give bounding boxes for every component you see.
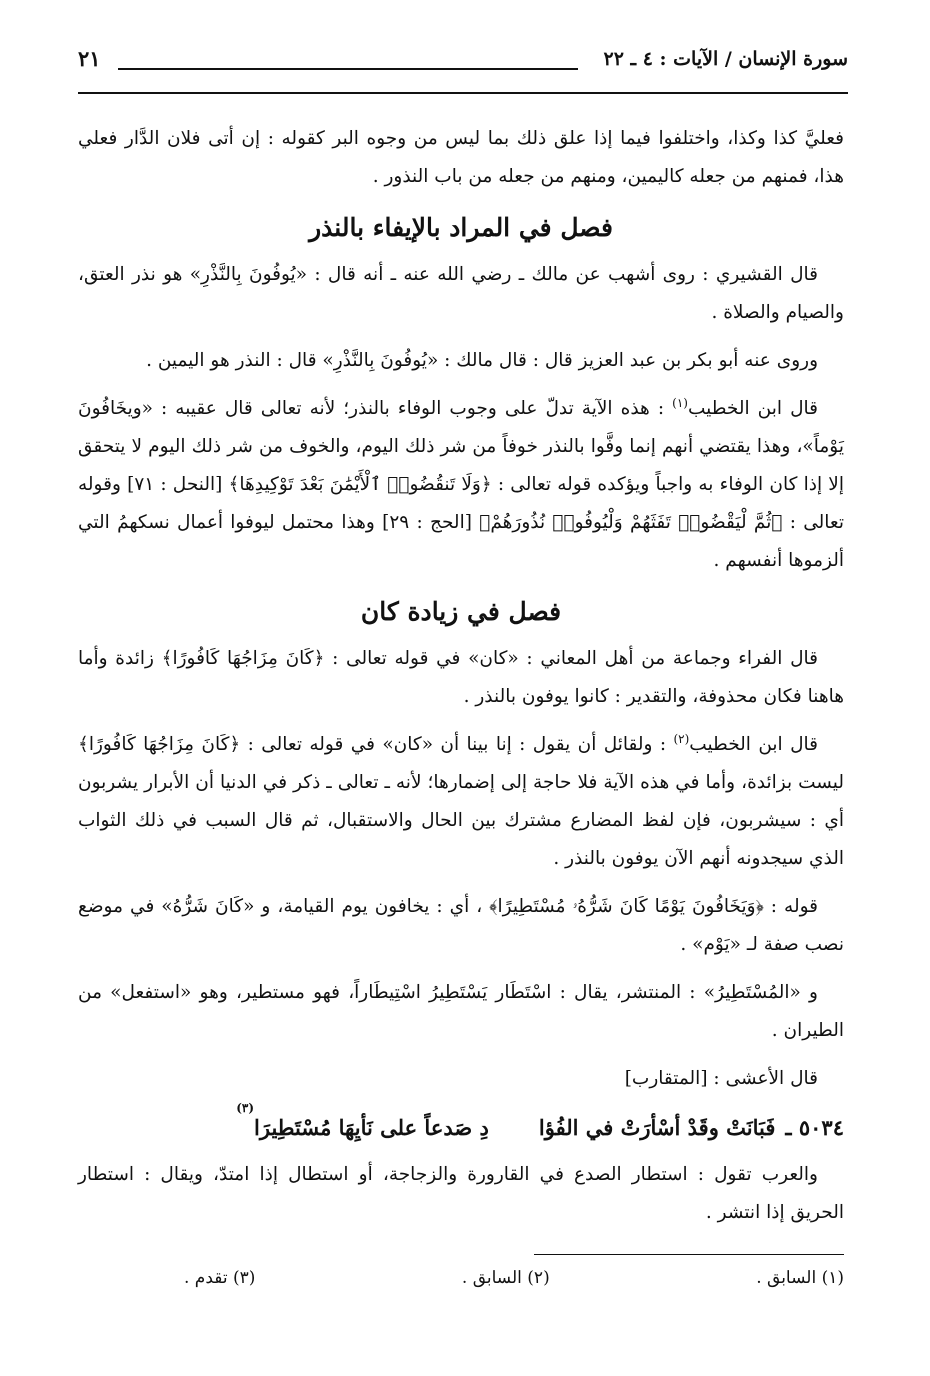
footnote-3: (٣) تقدم .	[184, 1268, 256, 1288]
page-header	[78, 44, 848, 80]
paragraph-10: والعرب تقول : استطار الصدع في القارورة والزجاجة، أو استطال إذا امتدّ، ويقال : استطار الحريق إذا انتشر .	[78, 1164, 844, 1223]
paragraph-4	[78, 390, 844, 580]
footnote-2: (٢) السابق .	[461, 1268, 550, 1288]
paragraph-6	[78, 726, 844, 878]
footnote-ref-2: (٢)	[673, 731, 690, 746]
verse-number: ٥٠٣٤ ـ	[785, 1115, 844, 1140]
paragraph-5: قال الفراء وجماعة من أهل المعاني : «كان» في قوله تعالى : ﴿كَانَ مِزَاجُهَا كَافُورًا﴾ زائدة وأما هاهنا فكان محذوفة، والتقدير : كانوا يوفون بالنذر .	[78, 648, 844, 707]
paragraph-1: فعليَّ كذا وكذا، واختلفوا فيما إذا علق ذلك بما ليس من وجوه البر كقوله : إن أتى فلان الدَّار فعلي هذا، فمنهم من جعله كاليمين، ومنهم من جعله من باب النذور .	[78, 128, 844, 187]
paragraph-6-rest: : ولقائل أن يقول : إنا بينا أن «كان» في قوله تعالى : ﴿كَانَ مِزَاجُهَا كَافُورًا﴾ ليست بزائدة، وأما في هذه الآية فلا حاجة إلى إضمارها؛ لأنه ـ تعالى ـ ذكر في الدنيا أن الأبرار يشربون أي : سيشربون، فإن لفظ المضارع مشترك بين الحال والاستقبال، ثم قال السبب في ذلك الثواب الذي سيجدونه أنهم الآن يوفون بالنذر .	[78, 734, 844, 869]
header-divider	[78, 92, 848, 94]
paragraph-4-start: قال ابن الخطيب	[687, 398, 818, 419]
running-title: سورة الإنسان / الآيات : ٤ ـ ٢٢	[603, 48, 848, 70]
paragraph-8: و «المُسْتَطِيرُ» : المنتشر، يقال : اسْتَطَار يَسْتَطِيرُ اسْتِيطَاراً، فهو مستطير، وهو «استفعل» من الطيران .	[78, 982, 844, 1041]
section-heading-1: فصل في المراد بالإيفاء بالنذر	[309, 213, 613, 242]
footnote-rule	[534, 1254, 844, 1255]
poetry-verse	[78, 1101, 844, 1148]
paragraph-7: قوله : ﴿وَيَخَافُونَ يَوْمًا كَانَ شَرُّهُۥ مُسْتَطِيرًا﴾ ، أي : يخافون يوم القيامة، و «كَانَ شَرُّهُ» في موضع نصب صفة لـ «يَوْم» .	[78, 896, 844, 955]
paragraph-3: وروى عنه أبو بكر بن عبد العزيز قال : قال مالك : «يُوفُونَ بِالنَّذْرِ» قال : النذر هو اليمين .	[146, 350, 818, 371]
verse-second-hemistich: دِ صَدعاً على نَأيِهَا مُسْتَطِيرَا	[254, 1115, 489, 1140]
header-rule	[118, 68, 578, 70]
paragraph-6-start: قال ابن الخطيب	[689, 734, 818, 755]
footnote-ref-1: (١)	[672, 395, 688, 410]
paragraph-2: قال القشيري : روى أشهب عن مالك ـ رضي الله عنه ـ أنه قال : «يُوفُونَ بِالنَّذْرِ» هو نذر العتق، والصيام والصلاة .	[78, 264, 844, 323]
main-text	[78, 120, 844, 1242]
footnotes	[144, 1268, 844, 1288]
paragraph-9: قال الأعشى : [المتقارب]	[624, 1068, 818, 1089]
footnote-1: (١) السابق .	[756, 1268, 844, 1288]
paragraph-4-rest: : هذه الآية تدلّ على وجوب الوفاء بالنذر؛ لأنه تعالى قال عقيبه : «ويخَافُونَ يَوْماً»، وهذا يقتضي أنهم إنما وفَّوا بالنذر خوفاً من شر ذلك اليوم، والخوف من شر ذلك اليوم لا يتحقق إلا إذا كان الوفاء به واجباً ويؤكده قوله تعالى : ﴿وَلَا تَنقُضُوا۟ ٱلْأَيْمَٰنَ بَعْدَ تَوْكِيدِهَا﴾ [النحل : ٧١] وقوله تعالى : ﴿ثُمَّ لْيَقْضُوا۟ تَفَثَهُمْ وَلْيُوفُوا۟ نُذُورَهُمْ﴾ [الحج : ٢٩] وهذا محتمل ليوفوا أعمال نسكهمُ التي ألزموها أنفسهم .	[78, 398, 845, 571]
section-heading-2: فصل في زيادة كان	[360, 597, 562, 626]
page-number: ٢١	[78, 46, 101, 71]
verse-first-hemistich: فَبَانَتْ وقَدْ أسْأرَتْ في الفُؤا	[538, 1115, 776, 1140]
footnote-ref-3: (٣)	[236, 1101, 255, 1115]
